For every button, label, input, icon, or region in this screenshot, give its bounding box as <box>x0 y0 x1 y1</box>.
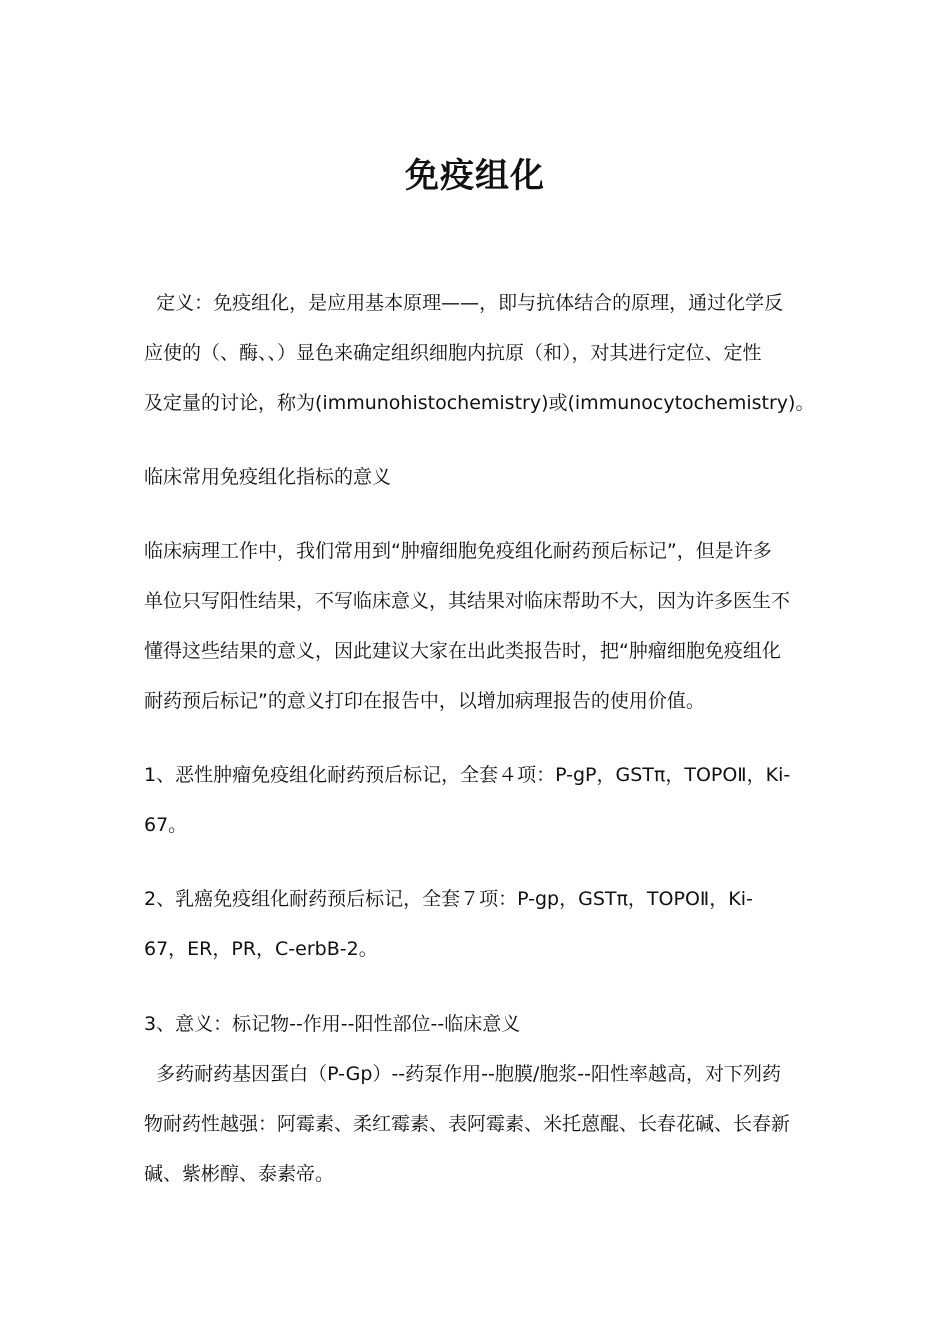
intro-line: 单位只写阳性结果，不写临床意义，其结果对临床帮助不大，因为许多医生不 <box>144 590 791 612</box>
section-heading: 临床常用免疫组化指标的意义 <box>144 466 392 488</box>
section-heading-paragraph <box>144 452 814 502</box>
definition-paragraph <box>144 278 814 428</box>
item-1-line: 67。 <box>144 814 188 836</box>
item-3-line: 多药耐药基因蛋白（P-Gp）--药泵作用--胞膜/胞浆--阳性率越高，对下列药 <box>144 1063 781 1085</box>
intro-line: 临床病理工作中，我们常用到“肿瘤细胞免疫组化耐药预后标记”，但是许多 <box>144 540 772 562</box>
definition-line: 应使的（、酶、、）显色来确定组织细胞内抗原（和），对其进行定位、定性 <box>144 342 762 364</box>
item-1-paragraph <box>144 750 814 850</box>
item-3-line: 3、意义：标记物--作用--阳性部位--临床意义 <box>144 1013 521 1035</box>
item-1-line: 1、恶性肿瘤免疫组化耐药预后标记，全套４项：P-gP，GSTπ，TOPOⅡ，Ki- <box>144 764 791 786</box>
item-2-line: 2、乳癌免疫组化耐药预后标记，全套７项：P-gp，GSTπ，TOPOⅡ，Ki- <box>144 888 753 910</box>
definition-line: 定义：免疫组化，是应用基本原理——，即与抗体结合的原理，通过化学反 <box>144 292 784 314</box>
intro-line: 耐药预后标记”的意义打印在报告中，以增加病理报告的使用价值。 <box>144 690 705 712</box>
item-3-line: 碱、紫彬醇、泰素帝。 <box>144 1163 335 1185</box>
item-3-paragraph <box>144 999 814 1199</box>
item-3-line: 物耐药性越强：阿霉素、柔红霉素、表阿霉素、米托蒽醌、长春花碱、长春新 <box>144 1113 791 1135</box>
item-2-line: 67，ER，PR，C-erbB-2。 <box>144 938 378 960</box>
intro-paragraph <box>144 526 814 726</box>
item-2-paragraph <box>144 874 814 974</box>
document-title: 免疫组化 <box>405 156 545 196</box>
definition-line: 及定量的讨论，称为(immunohistochemistry)或(immunocytochemistry)。 <box>144 392 815 414</box>
intro-line: 懂得这些结果的意义，因此建议大家在出此类报告时，把“肿瘤细胞免疫组化 <box>144 640 781 662</box>
